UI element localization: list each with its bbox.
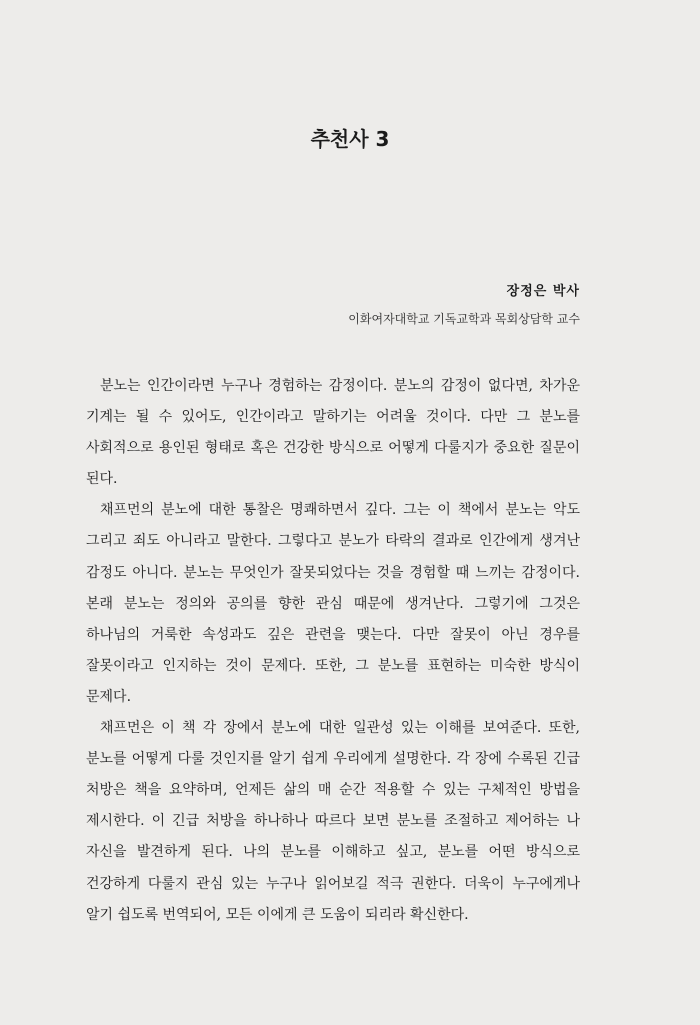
author-block [348, 280, 580, 327]
page-title: 추천사 3 [310, 127, 390, 151]
paragraph-1: 분노는 인간이라면 누구나 경험하는 감정이다. 분노의 감정이 없다면, 차가운 기계는 될 수 있어도, 인간이라고 말하기는 어려울 것이다. 다만 그 분노를 사회적으로 용인된 형태로 혹은 건강한 방식으로 어떻게 다룰지가 중요한 질문이 된다. [86, 378, 580, 488]
author-affiliation: 이화여자대학교 기독교학과 목회상담학 교수 [348, 312, 580, 326]
body-text [86, 371, 580, 931]
paragraph-2: 채프먼의 분노에 대한 통찰은 명쾌하면서 깊다. 그는 이 책에서 분노는 악도 그리고 죄도 아니라고 말한다. 그렇다고 분노가 타락의 결과로 인간에게 생겨난 감정도 아니다. 분노는 무엇인가 잘못되었다는 것을 경험할 때 느끼는 감정이다. 본래 분노는 정의와 공의를 향한 관심 때문에 생겨난다. 그렇기에 그것은 하나님의 거룩한 속성과도 깊은 관련을 맺는다. 다만 잘못이 아닌 경우를 잘못이라고 인지하는 것이 문제다. 또한, 그 분노를 표현하는 미숙한 방식이 문제다. [86, 502, 580, 705]
paragraph-3: 채프먼은 이 책 각 장에서 분노에 대한 일관성 있는 이해를 보여준다. 또한, 분노를 어떻게 다룰 것인지를 알기 쉽게 우리에게 설명한다. 각 장에 수록된 긴급 처방은 책을 요약하며, 언제든 삶의 매 순간 적용할 수 있는 구체적인 방법을 제시한다. 이 긴급 처방을 하나하나 따르다 보면 분노를 조절하고 제어하는 나 자신을 발견하게 된다. 나의 분노를 이해하고 싶고, 분노를 어떤 방식으로 건강하게 다룰지 관심 있는 누구나 읽어보길 적극 권한다. 더욱이 누구에게나 알기 쉽도록 번역되어, 모든 이에게 큰 도움이 되리라 확신한다. [86, 720, 580, 923]
author-name: 장정은 박사 [506, 284, 580, 299]
